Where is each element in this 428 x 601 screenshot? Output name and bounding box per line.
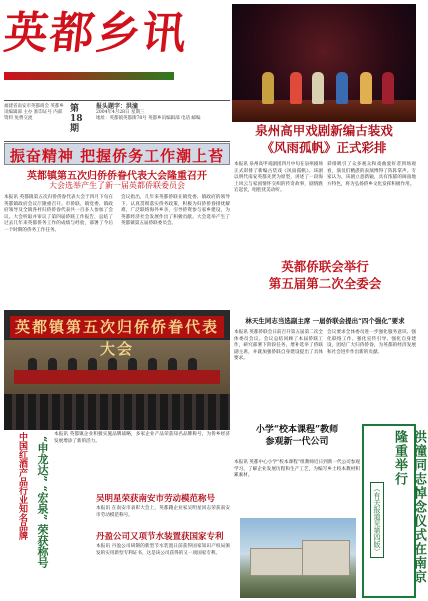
opera-stage-photo: [232, 4, 416, 122]
lead-column: 会议指出，几年来英都侨联在镇党委、镇政府的领导下，认真贯彻落实侨务政策，积极为归侨侨眷排忧解难，广泛联络海外乡亲，引导侨资参与家乡建设，为英都经济社会发展作出了积极贡献。大会选举产生了英都镇第五届侨联委员会。: [121, 195, 230, 227]
advert-red-text: 中国红酒产品行业知名品牌: [17, 432, 27, 540]
performer: [262, 72, 274, 104]
performer: [336, 72, 348, 104]
performer: [312, 72, 324, 104]
opera-headline: [232, 122, 416, 162]
patent-body: 本报讯 丹盈公司研制的新型节水装置日前获得国家知识产权局颁发的实用新型专利证书，这是该公司获得的又一项国家专利。: [96, 544, 230, 556]
advert-green-text: [28, 436, 50, 596]
performer: [382, 72, 394, 104]
opera-headline-line2: 《风雨孤帆》正式彩排: [261, 140, 387, 155]
performer: [290, 72, 302, 104]
opera-column: 彩排吸引了众多观众和戏曲爱好者到场观看，演员们精湛的表演博得了阵阵掌声。专家认为，该剧立意新颖，具有浓郁的闽南地方特色，将为弘扬侨乡文化发挥积极作用。: [327, 162, 416, 187]
meta-date: 2004年4月28日 星期三: [96, 110, 145, 115]
lead-headline: 英都镇第五次归侨侨眷代表大会隆重召开: [27, 171, 207, 182]
memorial-box: [362, 424, 426, 598]
masthead: [1, 4, 232, 86]
honor-headline: 吴明星荣获南安市劳动模范称号: [96, 494, 216, 504]
school-headline-line1: 小学“校本课程”教师: [255, 425, 339, 435]
federation-column: 会议要求全体委员进一步强化服务意识、强化联络工作、强化宣传引导、强化自身建设，团结广大归侨侨眷，为英都的经济发展和社会进步作出新的贡献。: [327, 330, 416, 355]
honor-body: 本报讯 在南安市表彰大会上，英都籍企业家吴明星同志荣获南安市劳动模范称号。: [96, 506, 230, 518]
meeting-banner: 英都镇第五次归侨侨眷代表大会: [10, 316, 224, 338]
advert-award: 荣获称号: [36, 524, 49, 568]
school-photo: [240, 518, 356, 598]
brand-advert: [4, 432, 52, 598]
meta-issue-number: 第18期: [70, 104, 83, 134]
lead-body: [4, 195, 230, 307]
meta-title-credit: 报头题字：洪潼: [96, 103, 139, 110]
issue-meta: [4, 100, 230, 142]
school-body: 本报讯 英都中心小学“校本课程”组教师近日到新一代公司参观学习，了解企业发展历程和生产工艺，为编写乡土校本教材积累素材。: [234, 460, 360, 479]
lead-banner-text: 振奋精神 把握侨务工作潮上苔: [9, 147, 225, 165]
school-headline: [234, 424, 360, 456]
left-story-body: 本报讯 英都镇企业积极实施品牌战略，多家企业产品荣获知名品牌称号，为侨乡经济发展增添了新的活力。: [54, 432, 230, 444]
opera-headline-line1: 泉州高甲戏剧新编古装戏: [255, 123, 393, 138]
memorial-title: 洪潼同志悼念仪式在南京隆重举行: [392, 430, 426, 584]
federation-body: [234, 330, 416, 420]
patent-headline: 丹盈公司又项节水装置获国家专利: [96, 532, 224, 542]
lead-subheadline: 大会选举产生了新一届英都侨联委员会: [49, 181, 185, 190]
lead-banner: [4, 143, 230, 165]
school-building: [302, 540, 350, 576]
congress-meeting-photo: [4, 310, 230, 430]
federation-headline-line1: 英都侨联会举行: [281, 259, 369, 274]
performer: [360, 72, 372, 104]
opera-body: [234, 162, 416, 254]
masthead-decor-bar: [4, 72, 174, 80]
advert-brand1: “申龙达”: [36, 436, 49, 482]
federation-column: 本报讯 英都侨联会日前召开第五届第二次全体委员会议。会议总结回顾了本届侨联工作，研究部署下阶段任务，增补选举了侨联副主席，并就加强侨联自身建设提出了具体要求。: [234, 330, 323, 362]
masthead-title: 英都乡讯: [1, 8, 191, 59]
opera-column: 本报讯 泉州高甲戏剧团四月中旬在泉州剧场正式彩排了新编古装戏《风雨孤帆》。该剧以明代南安英都先贤为原型，讲述了一段海上风云与家国情怀交织的传奇故事，剧情跌宕起伏，唱腔优美动听。: [234, 162, 323, 194]
meta-publisher: 福建省南安市英都商会 英都乡讯编辑部 主办 准印证号 内部资料 免费交流: [4, 104, 64, 121]
presidium-table: [14, 370, 220, 384]
memorial-subtitle: （有关报道见第四版）: [370, 482, 384, 558]
lead-column: 本报讯 英都镇第五次归侨侨眷代表大会于四月下旬在英都镇政府会议厅隆重召开。市侨联、镇党委、镇政府领导及全镇各村归侨侨眷代表共一百多人参加了会议。大会听取并审议了第四届侨联工作报告，总结了过去几年来英都侨务工作的成绩与经验，部署了今后一个时期的侨务工作任务。: [4, 195, 113, 233]
audience: [4, 394, 230, 430]
federation-headline: [234, 258, 416, 314]
federation-subhead: 林天生同志当选副主席 一届侨联会提出“四个强化”要求: [245, 317, 405, 325]
meta-address: 地址：英都镇英都街78号 英都乡讯编辑部 电话 邮编: [96, 116, 201, 121]
school-headline-line2: 参观新一代公司: [265, 437, 329, 447]
advert-brand2: “宏泉”: [36, 485, 49, 521]
federation-headline-line2: 第五届第二次全委会: [268, 276, 382, 291]
